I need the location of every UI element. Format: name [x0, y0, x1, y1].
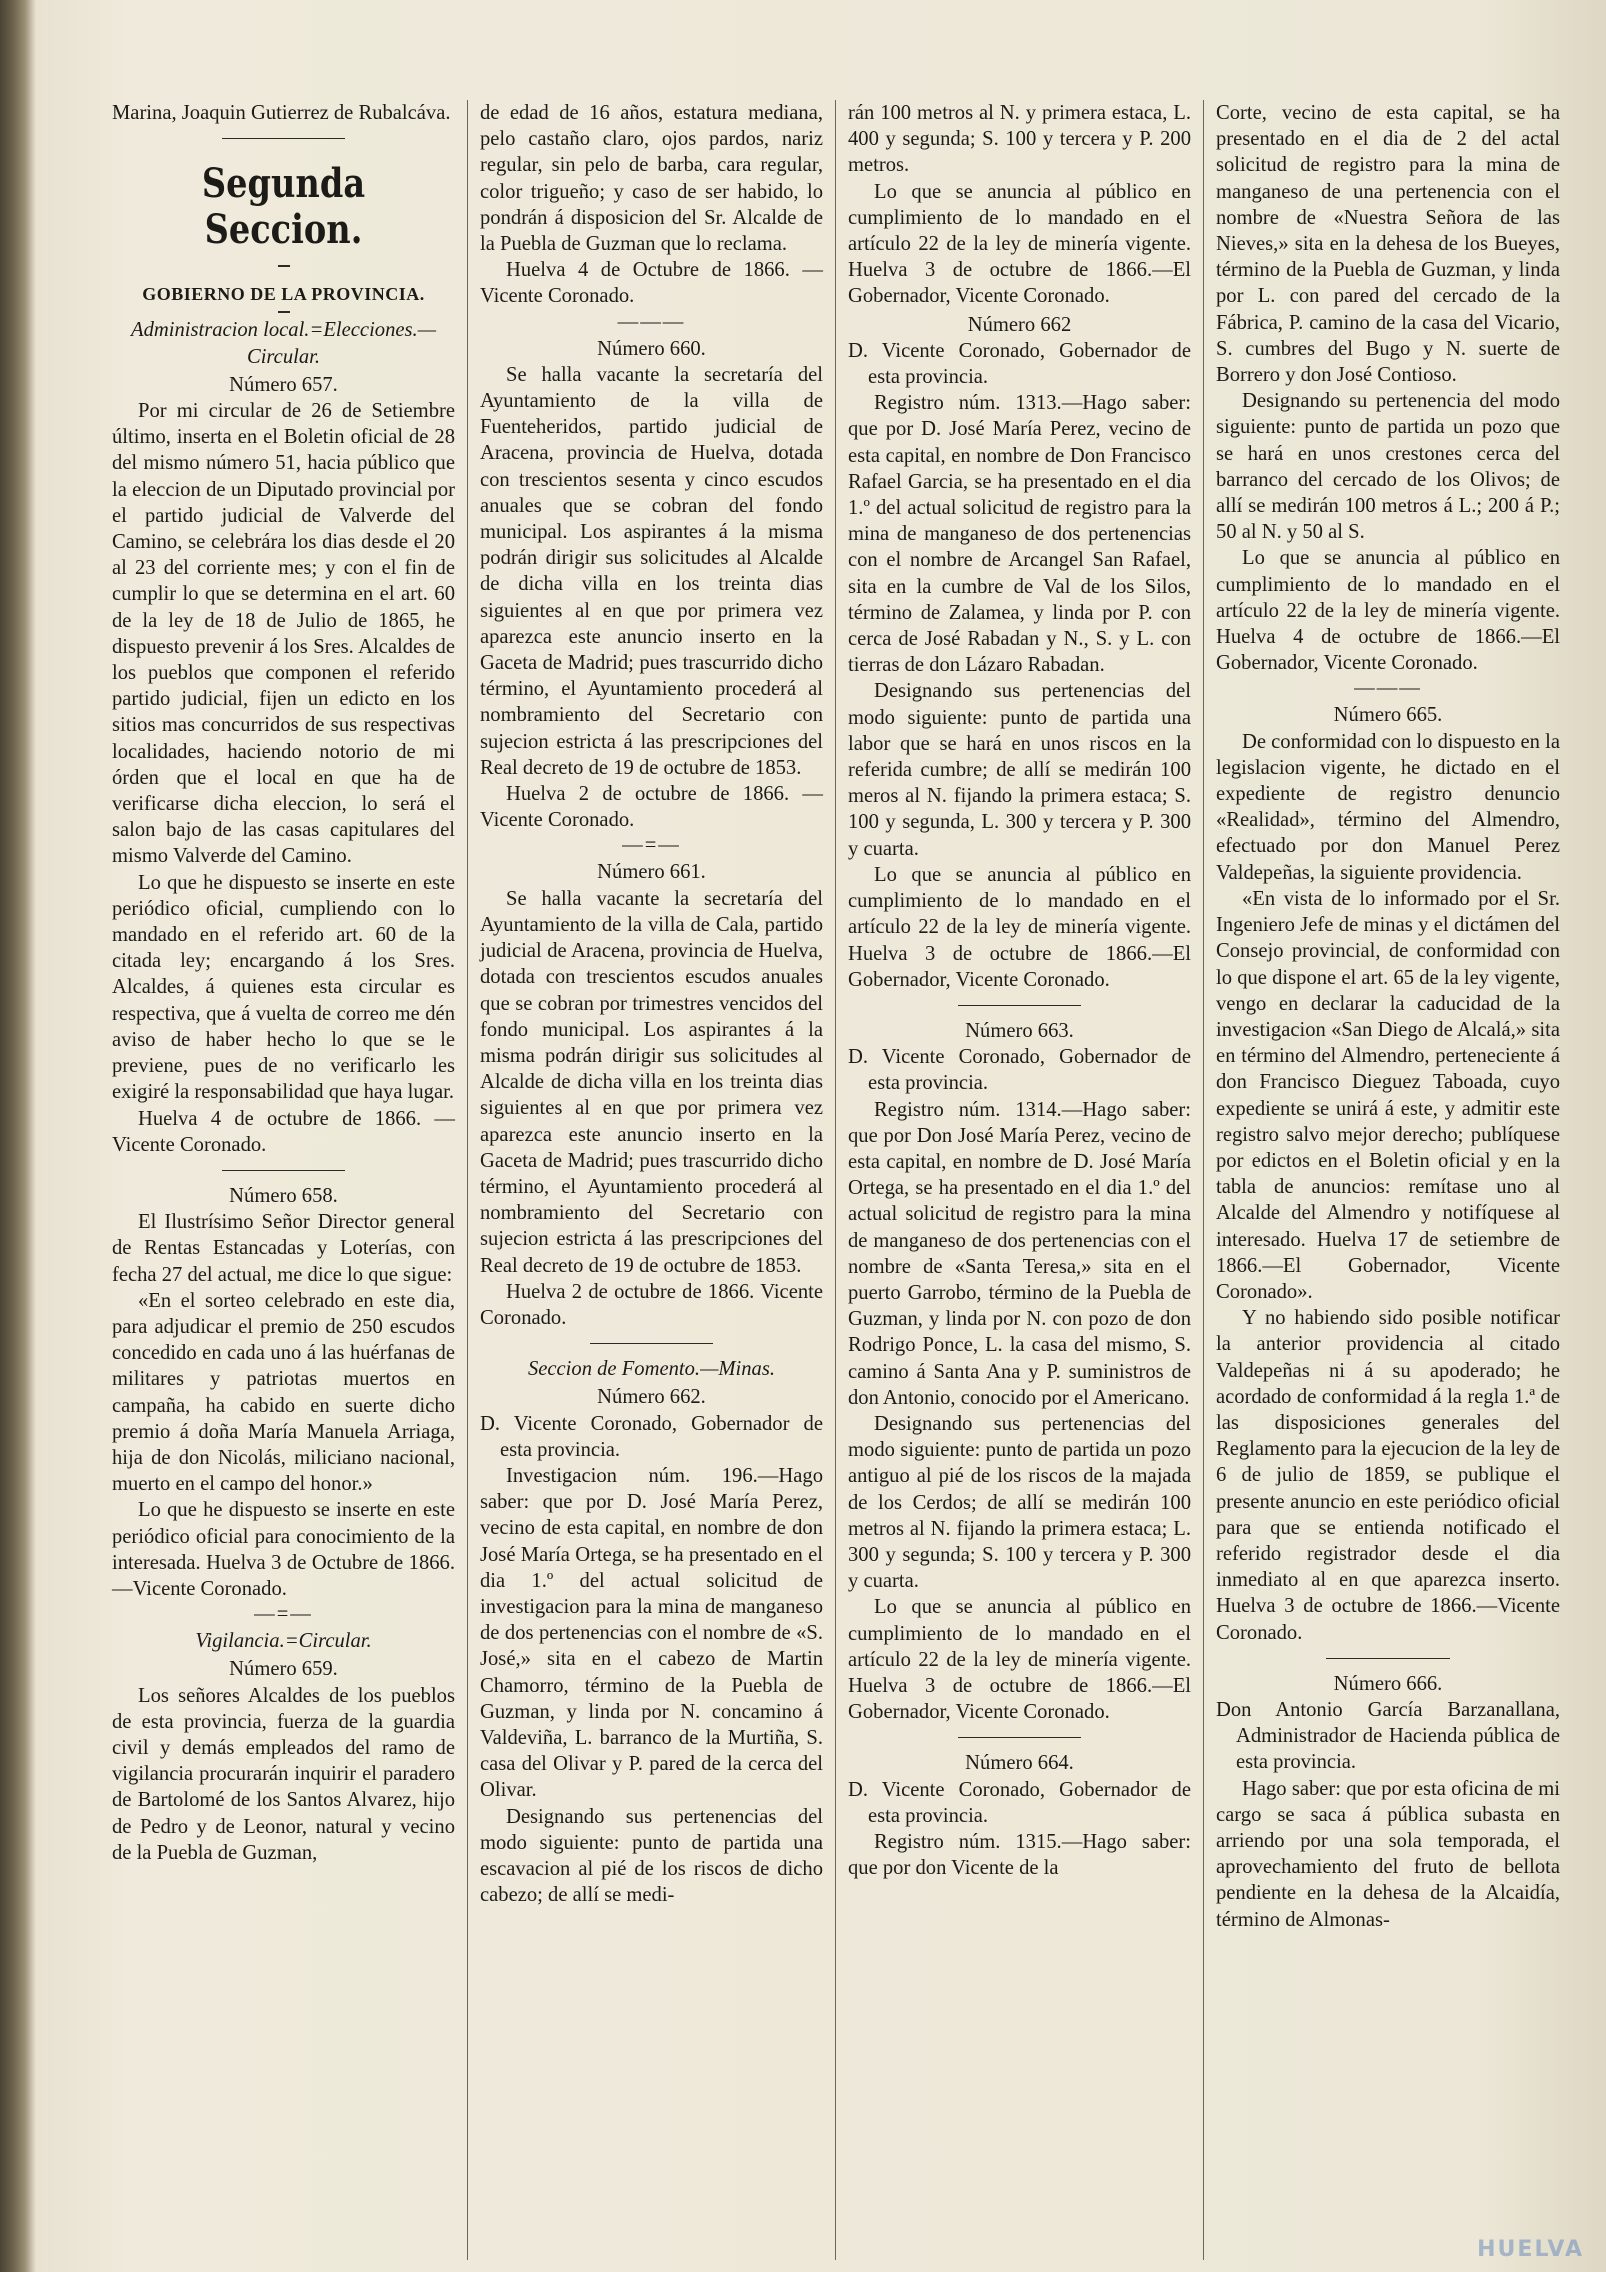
watermark-logo: HUELVA: [1477, 2237, 1584, 2262]
notice-number: Número 662: [967, 313, 1072, 336]
signature-line: Huelva 2 de octubre de 1866. —Vicente Coronado.: [480, 783, 823, 832]
paragraph: Lo que he dispuesto se inserte en este periódico oficial para conocimiento de la interesada. Huelva 3 de Octubre de 1866.—Vicente Coronado.: [112, 1499, 455, 1600]
paragraph: Los señores Alcaldes de los pueblos de esta provincia, fuerza de la guardia civil y demás empleados del ramo de vigilancia procurarán inquirir el paradero de Bartolomé de los Santos Alvarez, hijo de Pedro y de Leonor, natural y vecino de la Puebla de Guzman,: [112, 1684, 455, 1864]
paragraph: Lo que se anuncia al público en cumplimiento de lo mandado en el artículo 22 de la ley de minería vigente. Huelva 3 de octubre de 1866.—El Gobernador, Vicente Coronado.: [848, 863, 1191, 991]
separator: ———: [1354, 677, 1422, 700]
columns: [100, 100, 1590, 2260]
column-2: [468, 100, 836, 2260]
paragraph: Hago saber: que por esta oficina de mi cargo se saca á pública subasta en arriendo por una sola temporada, el aprovechamiento del fruto de bellota pendiente en la dehesa de la Alcaidía, término de Almonas-: [1216, 1777, 1560, 1931]
column-1: [100, 100, 468, 2260]
paragraph: D. Vicente Coronado, Gobernador de esta provincia.: [848, 339, 1191, 389]
section-title: Segunda Seccion.: [201, 160, 366, 254]
paragraph: Marina, Joaquin Gutierrez de Rubalcáva.: [112, 102, 451, 124]
separator: —=—: [622, 834, 681, 857]
paragraph: Designando sus pertenencias del modo siguiente: punto de partida una escavacion al pié de los riscos de dicho cabezo; de allí se medi-: [480, 1805, 823, 1907]
separator: —=—: [254, 1603, 313, 1626]
paragraph: De conformidad con lo dispuesto en la legislacion vigente, he dictado en el expediente de registro denuncio «Realidad», término del Almendro, efectuado por don Manuel Perez Valdepeñas, la siguiente providencia.: [1216, 730, 1560, 884]
paragraph: D. Vicente Coronado, Gobernador de esta provincia.: [848, 1778, 1191, 1827]
column-3: [836, 100, 1204, 2260]
paragraph: Se halla vacante la secretaría del Ayuntamiento de la villa de Fuenteheridos, partido judicial de Aracena, provincia de Huelva, dotada con trescientos sesenta y cinco escudos anuales que se cobran del fondo municipal. Los aspirantes á la misma podrán dirigir sus solicitudes al Alcalde de dicha villa en los treinta dias siguientes al en que por primera vez aparezca este anuncio inserto en la Gaceta de Madrid; pues trascurrido dicho término, el Ayuntamiento procederá al nombramiento del Secretario con sujecion estricta á las prescripciones del Real decreto de 19 de octubre de 1853.: [480, 363, 823, 779]
divider: [222, 1170, 345, 1171]
section-subheading: Seccion de Fomento.—Minas.: [527, 1358, 776, 1381]
column-4: [1204, 100, 1572, 2260]
notice-number: Número 662.: [597, 1386, 706, 1409]
paragraph: rán 100 metros al N. y primera estaca, L. 400 y segunda; S. 100 y tercera y P. 200 metros.: [848, 102, 1191, 177]
notice-number: Número 666.: [1333, 1672, 1443, 1695]
divider: [958, 1005, 1081, 1006]
notice-number: Número 659.: [229, 1658, 338, 1681]
paragraph: Lo que se anuncia al público en cumplimiento de lo mandado en el artículo 22 de la ley de minería vigente. Huelva 4 de octubre de 1866.—El Gobernador, Vicente Coronado.: [1216, 547, 1560, 675]
notice-number: Número 660.: [597, 337, 706, 360]
divider: [222, 138, 345, 139]
government-heading: GOBIERNO DE LA PROVINCIA.: [142, 284, 425, 305]
divider: [1326, 1658, 1450, 1659]
notice-number: Número 661.: [597, 861, 706, 884]
paragraph: «En vista de lo informado por el Sr. Ingeniero Jefe de minas y el dictámen del Consejo provincial, de conformidad con lo que dispone el art. 65 de la ley vigente, vengo en declarar la caducidad de la investigacion «San Diego de Alcalá,» sita en término del Almendro, perteneciente á don Francisco Dieguez Taboada, cuyo expediente se unirá á este, y admitir este registro salvo mejor derecho; publíquese por edictos en el Boletin oficial y en la tabla de anuncios: remítase uno al Alcalde del Almendro y notifíquese al interesado. Huelva 17 de setiembre de 1866.—El Gobernador, Vicente Coronado».: [1216, 887, 1560, 1303]
paragraph: D. Vicente Coronado, Gobernador de esta provincia.: [480, 1412, 823, 1461]
notice-number: Número 664.: [965, 1752, 1074, 1775]
separator: ———: [617, 310, 686, 333]
signature-line: Huelva 4 de octubre de 1866. —Vicente Coronado.: [112, 1107, 455, 1156]
notice-number: Número 665.: [1333, 704, 1443, 727]
signature-line: Huelva 4 de Octubre de 1866. —Vicente Coronado.: [480, 259, 823, 308]
paragraph: Corte, vecino de esta capital, se ha presentado en el dia de 2 del actal solicitud de registro para la mina de manganeso de una pertenencia con el nombre de «Nuestra Señora de las Nieves,» sita en la dehesa de los Bueyes, término de la Puebla de Guzman, y linda por L. con pared del cercado de la Fábrica, P. camino de la casa del Vicario, S. cumbres del Bugo y N. suerte de Borrero y don José Contioso.: [1216, 102, 1560, 387]
paragraph: Designando sus pertenencias del modo siguiente: punto de partida un pozo antiguo al pié de los riscos de la majada de los Cerdos; de allí se medirán 100 metros al N. fijando la primera estaca; L. 300 y segunda; S. 100 y tercera y P. 300 y cuarta.: [848, 1412, 1191, 1593]
paragraph: Don Antonio García Barzanallana, Administrador de Hacienda pública de esta provincia.: [1216, 1698, 1560, 1774]
notice-number: Número 663.: [965, 1019, 1074, 1042]
section-subheading: Vigilancia.=Circular.: [195, 1630, 372, 1653]
paragraph: de edad de 16 años, estatura mediana, pelo castaño claro, ojos pardos, nariz regular, sin pelo de barba, cara regular, color trigueño; y caso de ser habido, lo pondrán á disposicion del Sr. Alcalde de la Puebla de Guzman que lo reclama.: [480, 102, 823, 256]
paragraph: «En el sorteo celebrado en este dia, para adjudicar el premio de 250 escudos concedido en cada uno á las huérfanas de militares y patriotas muertos en campaña, ha cabido en suerte dicho premio á doña María Manuela Arriaga, hija de don Nicolás, miliciano nacional, muerto en el campo del honor.»: [112, 1289, 455, 1496]
divider: [278, 311, 290, 313]
paragraph: Lo que se anuncia al público en cumplimiento de lo mandado en el artículo 22 de la ley de minería vigente. Huelva 3 de octubre de 1866.—El Gobernador, Vicente Coronado.: [848, 1596, 1191, 1724]
divider: [590, 1343, 713, 1344]
paragraph: Se halla vacante la secretaría del Ayuntamiento de la villa de Cala, partido judicial de Aracena, provincia de Huelva, dotada con trescientos escudos anuales que se cobran por trimestres vencidos del fondo municipal. Los aspirantes á la misma podrán dirigir sus solicitudes al Alcalde de dicha villa en los treinta dias siguientes al en que por primera vez aparezca este anuncio inserto en la Gaceta de Madrid; pues trascurrido dicho término, el Ayuntamiento procederá al nombramiento del Secretario con sujecion estricta á las prescripciones del Real decreto de 19 de octubre de 1853.: [480, 887, 823, 1277]
paragraph: Lo que he dispuesto se inserte en este periódico oficial, cumpliendo con lo mandado en el referido art. 60 de la citada ley; encargando á los Sres. Alcaldes, á quienes esta circular es respectiva, que á vuelta de correo me dén aviso de haber hecho lo que se le previene, pues de no verificarlo les exigiré la responsabilidad que haya lugar.: [112, 871, 455, 1104]
paragraph: Y no habiendo sido posible notificar la anterior providencia al citado Valdepeñas ni á su apoderado; he acordado de conformidad á la regla 1.ª de las disposiciones generales del Reglamento para la ejecucion de la ley de 6 de julio de 1859, se publique el presente anuncio en este periódico oficial para que se entienda notificado el referido registrador desde el dia inmediato al en que aparezca inserto. Huelva 3 de octubre de 1866.—Vicente Coronado.: [1216, 1307, 1560, 1644]
paragraph: Registro núm. 1314.—Hago saber: que por Don José María Perez, vecino de esta capital, en nombre de D. José María Ortega, se ha presentado en el dia 1.º del actual solicitud de registro para la mina de manganeso de dos pertenencias con el nombre de «Santa Teresa,» sita en el puerto Garrobo, término de la Puebla de Guzman, y linda por N. con pozo de don Rodrigo Ponce, L. la casa del mismo, S. camino á Santa Ana y P. suministros de don Antonio, conocido por el Americano.: [848, 1098, 1191, 1409]
paragraph: Por mi circular de 26 de Setiembre último, inserta en el Boletin oficial de 28 del mismo número 51, hacia público que la eleccion de un Diputado provincial por el partido judicial de Valverde del Camino, se celebrára los dias desde el 20 al 23 del corriente mes; y con el fin de cumplir lo que se determina en el art. 60 de la ley de 18 de Julio de 1865, he dispuesto prevenir á los Sres. Alcaldes de los pueblos que componen el referido partido judicial, fijen un edicto en los sitios mas concurridos de sus respectivas localidades, haciendo notorio de mi órden que el local en que ha de verificarse dicha eleccion, lo será el salon bajo de las casas capitulares del mismo Valverde del Camino.: [112, 400, 455, 868]
divider: [278, 265, 290, 267]
paragraph: Investigacion núm. 196.—Hago saber: que por D. José María Perez, vecino de esta capital, en nombre de don José María Ortega, se ha presentado en el dia 1.º del actual solicitud de investigacion para la mina de manganeso de dos pertenencias con el nombre de «S. José,» sita en el cabezo de Martin Chamorro, término de la Puebla de Guzman, y linda por N. concamino á Valdeviña, L. barranco de la Murtiña, S. casa del Olivar y P. pared de la cerca del Olivar.: [480, 1464, 823, 1802]
divider: [958, 1737, 1081, 1738]
paragraph: D. Vicente Coronado, Gobernador de esta provincia.: [848, 1046, 1191, 1095]
paragraph: Designando su pertenencia del modo siguiente: punto de partida un pozo que se hará en unos crestones cerca del barranco del cercado de los Olivos; de allí se medirán 100 metros á L.; 200 á P.; 50 al N. y 50 al S.: [1216, 390, 1560, 544]
paragraph: Registro núm. 1313.—Hago saber: que por D. José María Perez, vecino de esta capital, en nombre de Don Francisco Rafael Garcia, se ha presentado en el dia 1.º del actual solicitud de registro para la mina de manganeso de dos pertenencias con el nombre de Arcangel San Rafael, sita en la cumbre de Val de los Silos, término de Zalamea, y linda por P. con cerca de José Rabadan y N., S. y L. con tierras de don Lázaro Rabadan.: [848, 392, 1191, 677]
signature-line: Huelva 2 de octubre de 1866. Vicente Coronado.: [480, 1280, 823, 1329]
notice-number: Número 658.: [229, 1184, 338, 1207]
paragraph: Designando sus pertenencias del modo siguiente: punto de partida una labor que se hará en unos riscos en la referida cumbre; de allí se medirán 100 meros al N. fijando la primera estaca; S. 100 y segunda, L. 300 y tercera y P. 300 y cuarta.: [848, 680, 1191, 860]
paragraph: El Ilustrísimo Señor Director general de Rentas Estancadas y Loterías, con fecha 27 del actual, me dice lo que sigue:: [112, 1211, 455, 1286]
section-subheading: Administracion local.=Elecciones.—Circular.: [130, 319, 436, 368]
paragraph: Lo que se anuncia al público en cumplimiento de lo mandado en el artículo 22 de la ley de minería vigente. Huelva 3 de octubre de 1866.—El Gobernador, Vicente Coronado.: [848, 180, 1191, 308]
paragraph: Registro núm. 1315.—Hago saber: que por don Vicente de la: [848, 1831, 1191, 1880]
notice-number: Número 657.: [229, 373, 338, 396]
